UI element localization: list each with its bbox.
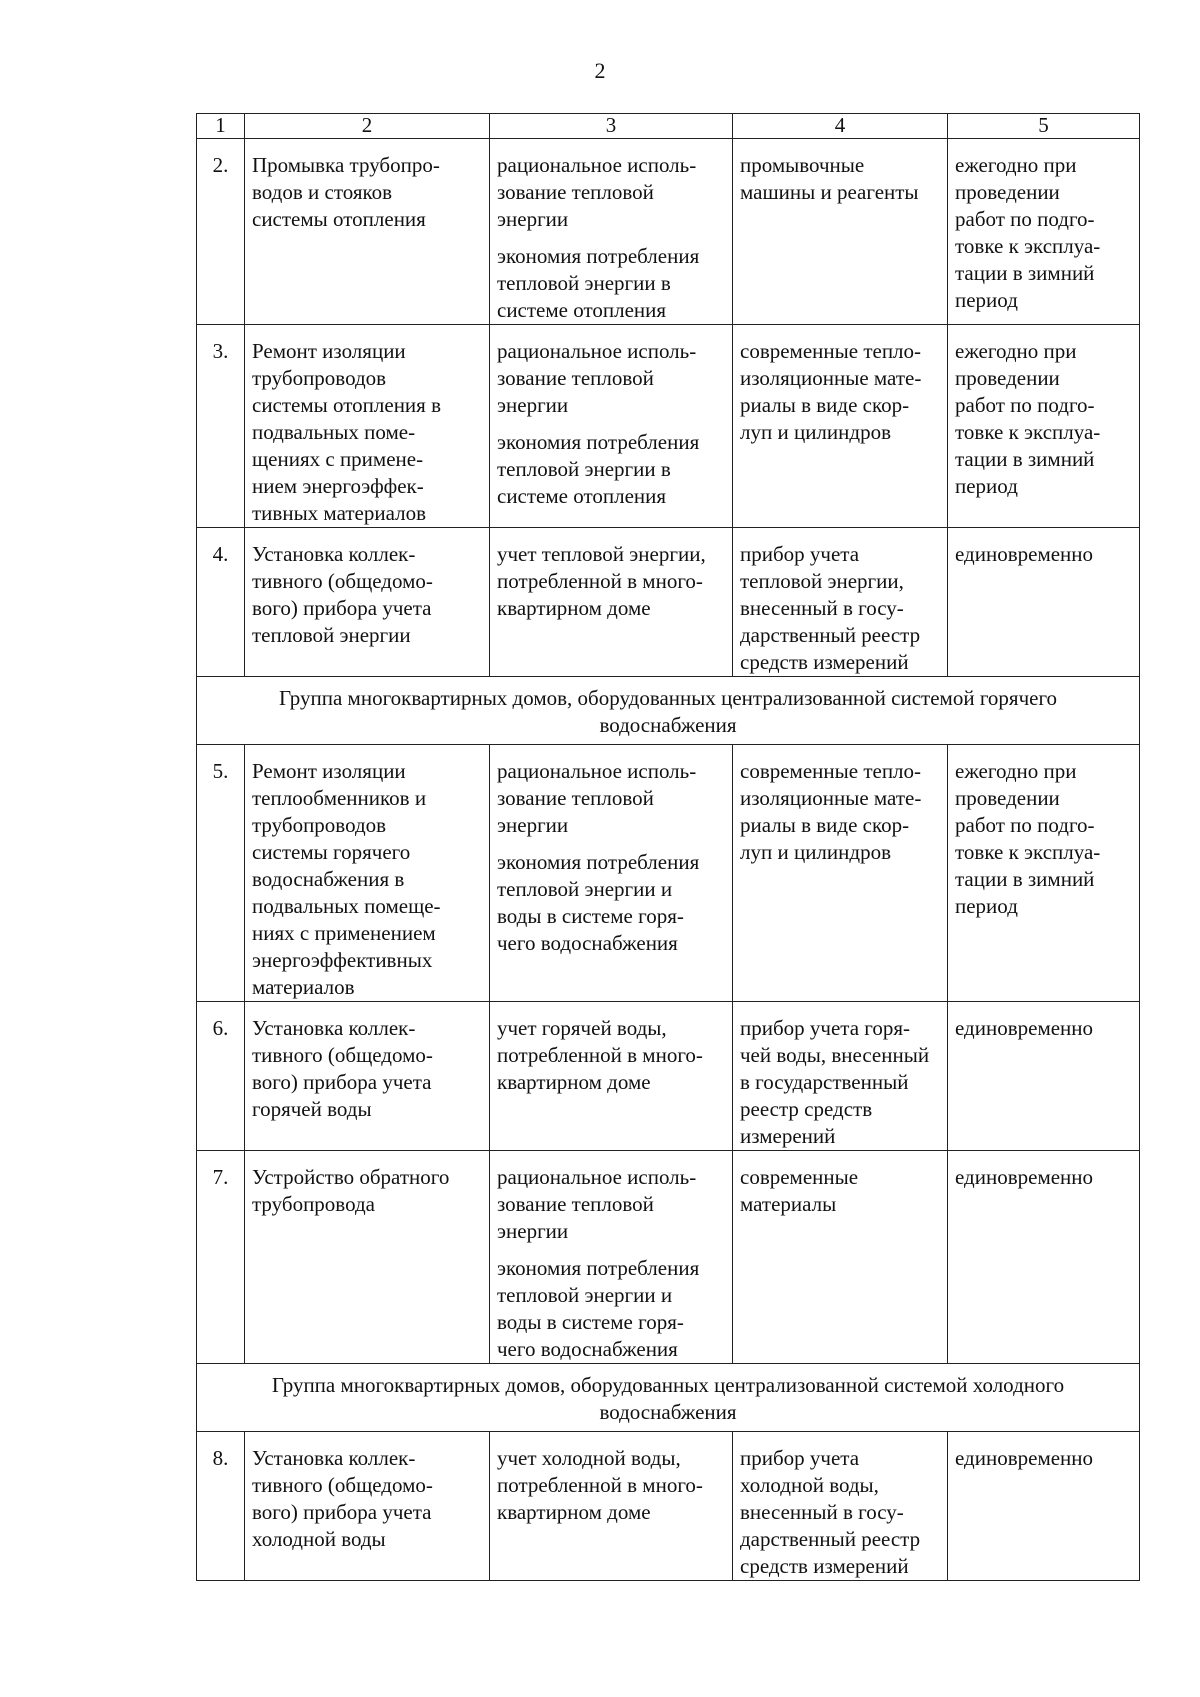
row-number: 2. xyxy=(197,139,245,325)
cell-line: энергии xyxy=(497,1219,569,1243)
c5-text xyxy=(955,1015,1135,1042)
cell-line: риалы в виде скор- xyxy=(740,393,910,417)
c3a-text xyxy=(497,338,728,419)
cell-line: современные тепло- xyxy=(740,759,922,783)
purpose-cell xyxy=(490,1432,733,1581)
cell-line: подвальных поме- xyxy=(252,420,416,444)
cell-line: нием энергоэффек- xyxy=(252,474,424,498)
cell-line: вого) прибора учета xyxy=(252,596,432,620)
cell-line: системе отопления xyxy=(497,298,667,322)
table-row xyxy=(197,325,1140,528)
row-number: 8. xyxy=(197,1432,245,1581)
row-number: 7. xyxy=(197,1151,245,1364)
means-cell xyxy=(733,745,948,1002)
c3a-text xyxy=(497,541,728,622)
cell-line: рациональное исполь- xyxy=(497,1165,697,1189)
c4-text xyxy=(740,541,943,676)
cell-line: чего водоснабжения xyxy=(497,931,678,955)
cell-line: товке к эксплуа- xyxy=(955,420,1101,444)
cell-line: внесенный в госу- xyxy=(740,1500,904,1524)
table-header-row xyxy=(197,114,1140,139)
schedule-cell xyxy=(948,528,1140,677)
cell-line: ежегодно при xyxy=(955,339,1077,363)
column-number-header: 3 xyxy=(490,114,733,139)
cell-line: тации в зимний xyxy=(955,867,1095,891)
measure-name-cell xyxy=(245,1002,490,1151)
column-number-header: 5 xyxy=(948,114,1140,139)
schedule-cell xyxy=(948,325,1140,528)
cell-line: материалы xyxy=(740,1192,837,1216)
measure-name-cell xyxy=(245,745,490,1002)
c3a-text xyxy=(497,1445,728,1526)
cell-line: луп и цилиндров xyxy=(740,840,891,864)
cell-line: рациональное исполь- xyxy=(497,759,697,783)
cell-line: зование тепловой xyxy=(497,1192,654,1216)
c5-text xyxy=(955,1445,1135,1472)
cell-line: системы горячего xyxy=(252,840,411,864)
cell-line: тепловой энергии, xyxy=(740,569,904,593)
cell-line: проведении xyxy=(955,366,1060,390)
cell-line: товке к эксплуа- xyxy=(955,840,1101,864)
cell-line: товке к эксплуа- xyxy=(955,234,1101,258)
schedule-cell xyxy=(948,139,1140,325)
cell-line: трубопроводов xyxy=(252,366,387,390)
c2-text xyxy=(252,758,485,1001)
group-heading-line: водоснабжения xyxy=(599,713,737,737)
table-row xyxy=(197,745,1140,1002)
cell-line: тации в зимний xyxy=(955,447,1095,471)
cell-line: риалы в виде скор- xyxy=(740,813,910,837)
cell-line: учет тепловой энергии, xyxy=(497,542,706,566)
cell-line: учет холодной воды, xyxy=(497,1446,681,1470)
cell-line: системы отопления xyxy=(252,207,426,231)
cell-line: современные тепло- xyxy=(740,339,922,363)
cell-line: Промывка трубопро- xyxy=(252,153,440,177)
group-heading xyxy=(197,677,1140,745)
c4-text xyxy=(740,1445,943,1580)
cell-line: Установка коллек- xyxy=(252,1016,416,1040)
purpose-cell xyxy=(490,745,733,1002)
c2-text xyxy=(252,1445,485,1553)
cell-line: системы отопления в xyxy=(252,393,441,417)
cell-line: воды в системе горя- xyxy=(497,904,684,928)
column-number-header: 2 xyxy=(245,114,490,139)
cell-line: изоляционные мате- xyxy=(740,366,922,390)
group-row xyxy=(197,677,1140,745)
cell-line: единовременно xyxy=(955,1016,1094,1040)
cell-line: единовременно xyxy=(955,542,1094,566)
cell-line: ежегодно при xyxy=(955,759,1077,783)
c5-text xyxy=(955,1164,1135,1191)
row-number: 5. xyxy=(197,745,245,1002)
cell-line: тации в зимний xyxy=(955,261,1095,285)
cell-line: ниях с применением xyxy=(252,921,436,945)
cell-line: тепловой энергии в xyxy=(497,457,671,481)
cell-line: энергии xyxy=(497,813,569,837)
cell-line: Устройство обратного xyxy=(252,1165,450,1189)
cell-line: единовременно xyxy=(955,1446,1094,1470)
cell-line: трубопровода xyxy=(252,1192,375,1216)
table-row xyxy=(197,1151,1140,1364)
c3b-text xyxy=(497,849,728,957)
measure-name-cell xyxy=(245,1151,490,1364)
cell-line: прибор учета xyxy=(740,1446,860,1470)
table-row xyxy=(197,1002,1140,1151)
measure-name-cell xyxy=(245,1432,490,1581)
cell-line: период xyxy=(955,288,1018,312)
cell-line: экономия потребления xyxy=(497,850,700,874)
cell-line: зование тепловой xyxy=(497,180,654,204)
row-number: 3. xyxy=(197,325,245,528)
cell-line: трубопроводов xyxy=(252,813,387,837)
c4-text xyxy=(740,758,943,866)
cell-line: дарственный реестр xyxy=(740,623,921,647)
cell-line: вого) прибора учета xyxy=(252,1070,432,1094)
measure-name-cell xyxy=(245,325,490,528)
cell-line: энергии xyxy=(497,207,569,231)
c3a-text xyxy=(497,1164,728,1245)
c4-text xyxy=(740,338,943,446)
c4-text xyxy=(740,152,943,206)
group-heading-line: Группа многоквартирных домов, оборудованных централизованной системой холодного xyxy=(271,1373,1065,1397)
c3b-text xyxy=(497,243,728,324)
group-heading-line: водоснабжения xyxy=(599,1400,737,1424)
cell-line: системе отопления xyxy=(497,484,667,508)
cell-line: тивных материалов xyxy=(252,501,426,525)
c2-text xyxy=(252,541,485,649)
c3b-text xyxy=(497,429,728,510)
cell-line: зование тепловой xyxy=(497,366,654,390)
c3b-text xyxy=(497,1255,728,1363)
cell-line: современные xyxy=(740,1165,859,1189)
cell-line: чего водоснабжения xyxy=(497,1337,678,1361)
cell-line: экономия потребления xyxy=(497,1256,700,1280)
cell-line: потребленной в много- xyxy=(497,569,703,593)
c2-text xyxy=(252,1015,485,1123)
c3a-text xyxy=(497,152,728,233)
cell-line: ежегодно при xyxy=(955,153,1077,177)
cell-line: машины и реагенты xyxy=(740,180,919,204)
cell-line: тепловой энергии xyxy=(252,623,411,647)
cell-line: Установка коллек- xyxy=(252,542,416,566)
cell-line: материалов xyxy=(252,975,355,999)
cell-line: луп и цилиндров xyxy=(740,420,891,444)
cell-line: горячей воды xyxy=(252,1097,372,1121)
schedule-cell xyxy=(948,1002,1140,1151)
cell-line: средств измерений xyxy=(740,650,909,674)
c5-text xyxy=(955,338,1135,500)
c5-text xyxy=(955,541,1135,568)
cell-line: тивного (общедомо- xyxy=(252,1043,433,1067)
cell-line: тепловой энергии в xyxy=(497,271,671,295)
cell-line: Ремонт изоляции xyxy=(252,339,406,363)
means-cell xyxy=(733,1002,948,1151)
cell-line: тивного (общедомо- xyxy=(252,1473,433,1497)
measure-name-cell xyxy=(245,139,490,325)
cell-line: в государственный xyxy=(740,1070,909,1094)
table-row xyxy=(197,528,1140,677)
cell-line: учет горячей воды, xyxy=(497,1016,667,1040)
table-row xyxy=(197,1432,1140,1581)
c5-text xyxy=(955,152,1135,314)
means-cell xyxy=(733,325,948,528)
means-cell xyxy=(733,1151,948,1364)
purpose-cell xyxy=(490,1151,733,1364)
cell-line: потребленной в много- xyxy=(497,1043,703,1067)
cell-line: период xyxy=(955,894,1018,918)
purpose-cell xyxy=(490,325,733,528)
means-cell xyxy=(733,1432,948,1581)
cell-line: работ по подго- xyxy=(955,393,1095,417)
cell-line: промывочные xyxy=(740,153,865,177)
cell-line: вого) прибора учета xyxy=(252,1500,432,1524)
cell-line: энергоэффективных xyxy=(252,948,433,972)
means-cell xyxy=(733,139,948,325)
purpose-cell xyxy=(490,1002,733,1151)
cell-line: рациональное исполь- xyxy=(497,339,697,363)
cell-line: дарственный реестр xyxy=(740,1527,921,1551)
column-number-header: 1 xyxy=(197,114,245,139)
schedule-cell xyxy=(948,1432,1140,1581)
purpose-cell xyxy=(490,139,733,325)
c3a-text xyxy=(497,1015,728,1096)
cell-line: тивного (общедомо- xyxy=(252,569,433,593)
cell-line: экономия потребления xyxy=(497,430,700,454)
cell-line: холодной воды, xyxy=(740,1473,879,1497)
page-number: 2 xyxy=(594,58,606,83)
cell-line: экономия потребления xyxy=(497,244,700,268)
c2-text xyxy=(252,1164,485,1218)
cell-line: квартирном доме xyxy=(497,1070,651,1094)
c4-text xyxy=(740,1015,943,1150)
group-heading-line: Группа многоквартирных домов, оборудованных централизованной системой горячего xyxy=(278,686,1058,710)
cell-line: тепловой энергии и xyxy=(497,877,673,901)
cell-line: чей воды, внесенный xyxy=(740,1043,930,1067)
cell-line: прибор учета горя- xyxy=(740,1016,911,1040)
c5-text xyxy=(955,758,1135,920)
cell-line: теплообменников и xyxy=(252,786,427,810)
cell-line: Установка коллек- xyxy=(252,1446,416,1470)
cell-line: проведении xyxy=(955,786,1060,810)
c3a-text xyxy=(497,758,728,839)
cell-line: работ по подго- xyxy=(955,813,1095,837)
cell-line: воды в системе горя- xyxy=(497,1310,684,1334)
cell-line: внесенный в госу- xyxy=(740,596,904,620)
c2-text xyxy=(252,152,485,233)
cell-line: холодной воды xyxy=(252,1527,386,1551)
schedule-cell xyxy=(948,745,1140,1002)
purpose-cell xyxy=(490,528,733,677)
cell-line: щениях с примене- xyxy=(252,447,424,471)
cell-line: тепловой энергии и xyxy=(497,1283,673,1307)
cell-line: зование тепловой xyxy=(497,786,654,810)
table-row xyxy=(197,139,1140,325)
cell-line: измерений xyxy=(740,1124,836,1148)
c2-text xyxy=(252,338,485,527)
group-row xyxy=(197,1364,1140,1432)
cell-line: единовременно xyxy=(955,1165,1094,1189)
cell-line: реестр средств xyxy=(740,1097,873,1121)
cell-line: квартирном доме xyxy=(497,1500,651,1524)
cell-line: прибор учета xyxy=(740,542,860,566)
measures-table xyxy=(196,113,1140,1581)
row-number: 6. xyxy=(197,1002,245,1151)
cell-line: проведении xyxy=(955,180,1060,204)
schedule-cell xyxy=(948,1151,1140,1364)
means-cell xyxy=(733,528,948,677)
cell-line: водов и стояков xyxy=(252,180,393,204)
cell-line: подвальных помеще- xyxy=(252,894,441,918)
column-number-header: 4 xyxy=(733,114,948,139)
cell-line: Ремонт изоляции xyxy=(252,759,406,783)
cell-line: средств измерений xyxy=(740,1554,909,1578)
cell-line: изоляционные мате- xyxy=(740,786,922,810)
cell-line: период xyxy=(955,474,1018,498)
cell-line: работ по подго- xyxy=(955,207,1095,231)
measure-name-cell xyxy=(245,528,490,677)
cell-line: энергии xyxy=(497,393,569,417)
cell-line: водоснабжения в xyxy=(252,867,405,891)
cell-line: рациональное исполь- xyxy=(497,153,697,177)
c4-text xyxy=(740,1164,943,1218)
cell-line: квартирном доме xyxy=(497,596,651,620)
cell-line: потребленной в много- xyxy=(497,1473,703,1497)
group-heading xyxy=(197,1364,1140,1432)
row-number: 4. xyxy=(197,528,245,677)
